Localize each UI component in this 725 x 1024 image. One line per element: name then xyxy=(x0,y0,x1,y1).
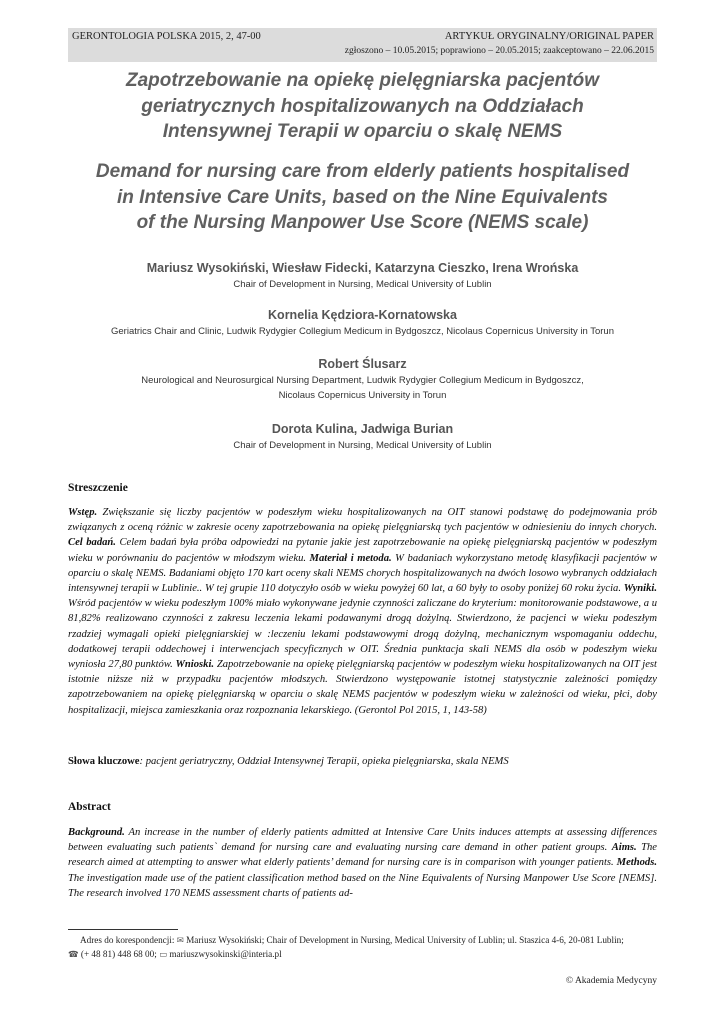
email-icon: ▭ xyxy=(159,950,168,960)
footnote-prefix: Adres do korespondencji: xyxy=(80,935,177,945)
label-aims: Aims. xyxy=(611,842,637,854)
text-wstep: Zwiększanie się liczby pacjentów w podeszłym wieku hospitalizowanych na OIT stanowi podstawę do podejmowania prób związanych z oceną różnic w zakresie oceny zapotrzebowania na opiekę pielęgniarską tych pacjentów w odniesieniu do innych chorych. xyxy=(68,507,657,534)
submission-dates: zgłoszono – 10.05.2015; poprawiono – 20.05.2015; zaakceptowano – 22.06.2015 xyxy=(344,46,654,56)
author-names: Robert Ślusarz xyxy=(318,357,407,371)
text-methods: The investigation made use of the patient classification method based on the Nine Equivalents of Nursing Manpower Use Score [NEMS]. The research involved 170 NEMS assessment charts of patients ad- xyxy=(68,872,657,899)
correspondence-footnote xyxy=(68,934,657,962)
title-line: in Intensive Care Units, based on the Nine Equivalents xyxy=(117,186,608,208)
keywords xyxy=(68,756,657,767)
footnote-email: mariuszwysokinski@interia.pl xyxy=(167,949,282,959)
text-cel: Celem badań była próba odpowiedzi na pytanie jakie jest zapotrzebowanie na opiekę pielęgniarską pacjentów w podeszłym wieku w porównaniu do pacjentów w młodszym wieku. xyxy=(68,537,657,564)
footnote-line xyxy=(68,934,657,948)
footnote-address: Mariusz Wysokiński; Chair of Development in Nursing, Medical University of Lublin; ul. Staszica 4-6, 20-081 Lublin; xyxy=(183,935,624,945)
affiliation-line: Nicolaus Copernicus University in Torun xyxy=(278,390,447,401)
abstract-body xyxy=(68,825,657,901)
phone-icon: ☎ xyxy=(68,950,79,960)
author-affiliation: Geriatrics Chair and Clinic, Ludwik Rydygier Collegium Medicum in Bydgoszcz, Nicolaus Copernicus University in Torun xyxy=(111,326,614,337)
footnote-line xyxy=(68,948,657,962)
text-material: W badaniach wykorzystano metodę klasyfikacji pacjentów w oparciu o skalę NEMS. Badaniami objęto 170 kart oceny skali NEMS chorych hospitalizowanych na dwóch losowo wybranych oddziałach intensywnej terapii w Lublinie.. W tej grupie 110 dotyczyło osób w wieku powyżej 60 lat, a 60 były to osoby poniżej 60 roku życia. xyxy=(68,552,657,595)
title-line: Zapotrzebowanie na opiekę pielęgniarska pacjentów xyxy=(125,70,599,91)
title-line: Demand for nursing care from elderly patients hospitalised xyxy=(95,161,630,182)
label-methods: Methods. xyxy=(616,857,657,869)
author-affiliation: Chair of Development in Nursing, Medical University of Lublin xyxy=(233,279,492,290)
footnote-divider xyxy=(68,929,178,930)
streszczenie-heading: Streszczenie xyxy=(68,482,128,494)
text-aims: The research aimed at attempting to answer what elderly patients’ demand for nursing care is in comparison with younger patients. xyxy=(68,842,657,869)
article-type: ARTYKUŁ ORYGINALNY/ORIGINAL PAPER xyxy=(444,31,654,42)
text-wnioski: Zapotrzebowanie na opiekę pielęgniarską pacjentów w podeszłym wieku hospitalizowanych na OIT jest istotnie niższe niż w przypadku pacjentów młodszych. Stwierdzono występowanie istotnej statystycznie zależności pomiędzy zapotrzebowaniem na opiekę pielęgniarską w oparciu o skalę NEMS pacjentów w podeszłym wieku w zależności od wieku, płci, doby hospitalizacji, miejsca zamieszkania oraz rozpoznania lekarskiego. (Gerontol Pol 2015, 1, 143-58) xyxy=(68,659,657,716)
text-wyniki: Wśród pacjentów w wieku podeszłym 100% miało wykonywane jedynie czynności zaliczane do kryterium: monitorowanie podstawowe, a u 81,82% realizowano czynności z zakresu leczenia lekami podawanymi drogą dożylną. Stwierdzono, że pacjenci w wieku podeszłym rzadziej wymagali opieki pielęgniarskiej w :leczeniu lekami podstawowymi drogą dożylną, mechanicznym wspomaganiu oddechu, dodatkowej terapii oddechowej i interwencjach specyficznych w OIT. Średnia punktacja skali NEMS dla osób w podeszłym wieku wyniosła 27,80 punktów. xyxy=(68,598,657,671)
author-affiliation xyxy=(40,373,685,403)
author-names: Mariusz Wysokiński, Wiesław Fidecki, Katarzyna Cieszko, Irena Wrońska xyxy=(146,261,579,275)
label-cel: Cel badań. xyxy=(68,537,116,549)
title-line: Intensywnej Terapii w oparciu o skalę NEMS xyxy=(162,121,563,142)
label-wstep: Wstęp. xyxy=(68,507,98,518)
text-background: An increase in the number of elderly patients admitted at Intensive Care Units induces attempts at assessing differences between evaluating such patients` demand for nursing care and evaluating nursing care demand in other patient groups. xyxy=(68,827,657,854)
label-material: Materiał i metoda. xyxy=(309,552,392,564)
mail-icon: ✉ xyxy=(176,936,184,946)
journal-citation: GERONTOLOGIA POLSKA 2015, 2, 47-00 xyxy=(72,31,261,42)
title-polish xyxy=(40,68,685,145)
title-line: geriatrycznych hospitalizowanych na Oddziałach xyxy=(141,95,584,117)
abstract-heading: Abstract xyxy=(68,801,111,813)
label-wnioski: Wnioski. xyxy=(175,659,215,671)
author-names: Kornelia Kędziora-Kornatowska xyxy=(268,308,457,322)
label-wyniki: Wyniki. xyxy=(623,583,657,595)
label-background: Background. xyxy=(68,827,125,838)
streszczenie-body xyxy=(68,505,657,718)
author-names: Dorota Kulina, Jadwiga Burian xyxy=(271,422,454,436)
author-affiliation: Chair of Development in Nursing, Medical University of Lublin xyxy=(233,440,492,451)
keywords-text: : pacjent geriatryczny, Oddział Intensywnej Terapii, opieka pielęgniarska, skala NEMS xyxy=(139,756,509,767)
title-line: of the Nursing Manpower Use Score (NEMS scale) xyxy=(136,212,589,233)
affiliation-line: Neurological and Neurosurgical Nursing Department, Ludwik Rydygier Collegium Medicum in Bydgoszcz, xyxy=(141,375,584,386)
footnote-phone: (+ 48 81) 448 68 00; xyxy=(78,949,160,959)
copyright-notice: © Akademia Medycyny xyxy=(565,976,657,986)
title-english xyxy=(40,159,685,236)
journal-header-bar xyxy=(68,28,657,62)
keywords-label: Słowa kluczowe xyxy=(68,756,140,767)
